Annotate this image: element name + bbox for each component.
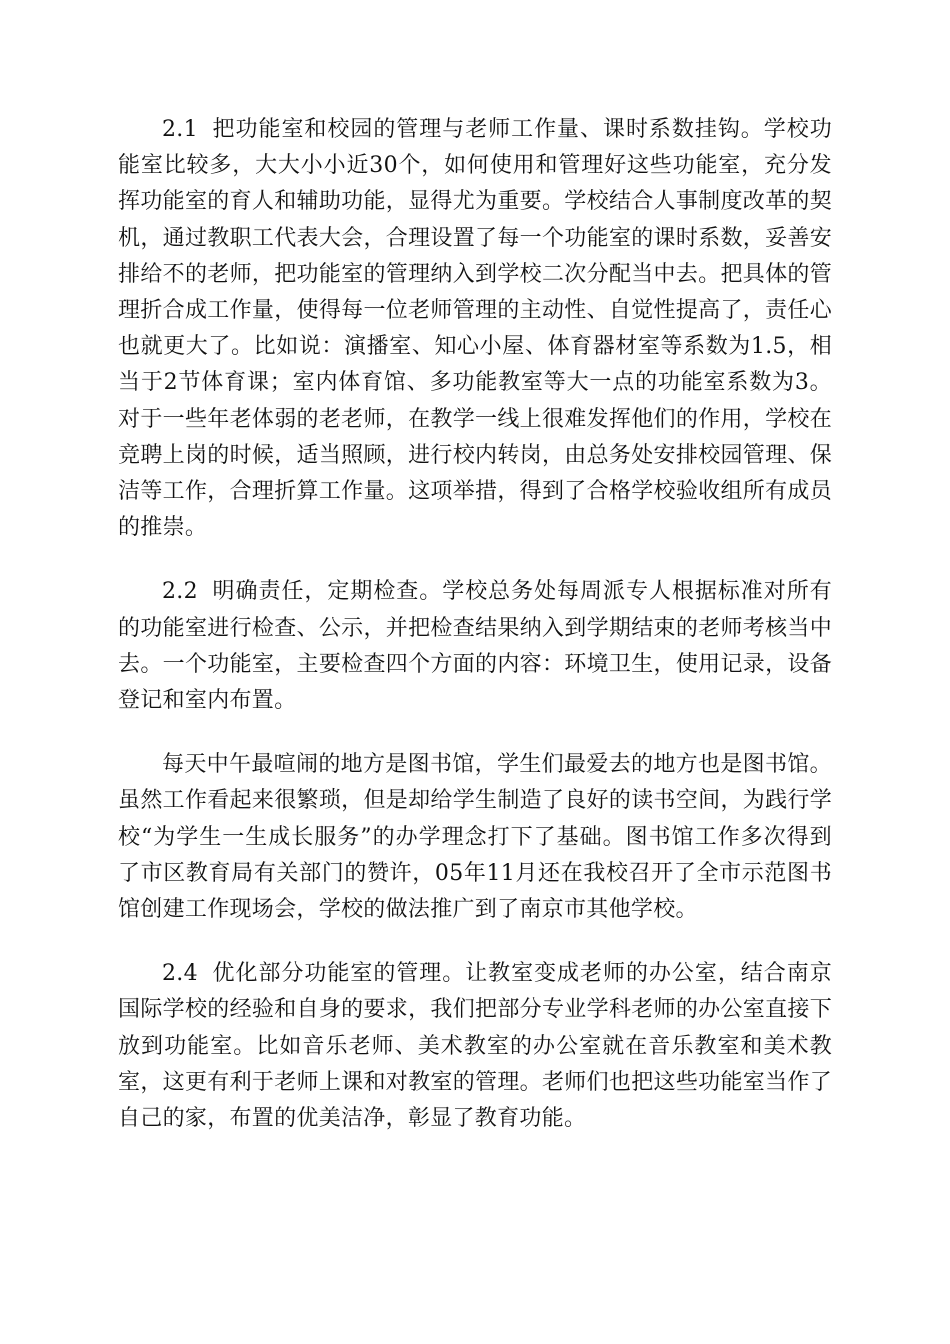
paragraph-text: 优化部分功能室的管理。让教室变成老师的办公室，结合南京国际学校的经验和自身的要求，我们把部分专业学科老师的办公室直接下放到功能室。比如音乐老师、美术教室的办公室就在音乐教室和美术教室，这更有利于老师上课和对教室的管理。老师们也把这些功能室当作了自己的家，布置的优美洁净，彰显了教育功能。: [118, 961, 832, 1132]
section-number: 2.1: [162, 117, 198, 142]
paragraph-2-2: [118, 574, 832, 719]
paragraph-text: 明确责任，定期检查。学校总务处每周派专人根据标准对所有的功能室进行检查、公示，并把检查结果纳入到学期结束的老师考核当中去。一个功能室，主要检查四个方面的内容：环境卫生，使用记录，设备登记和室内布置。: [118, 579, 832, 714]
document-body: [118, 112, 832, 1137]
paragraph-text: 把功能室和校园的管理与老师工作量、课时系数挂钩。学校功能室比较多，大大小小近30个，如何使用和管理好这些功能室，充分发挥功能室的育人和辅助功能，显得尤为重要。学校结合人事制度改革的契机，通过教职工代表大会，合理设置了每一个功能室的课时系数，妥善安排给不的老师，把功能室的管理纳入到学校二次分配当中去。把具体的管理折合成工作量，使得每一位老师管理的主动性、自觉性提高了，责任心也就更大了。比如说：演播室、知心小屋、体育器材室等系数为1.5，相当于2节体育课；室内体育馆、多功能教室等大一点的功能室系数为3。对于一些年老体弱的老老师，在教学一线上很难发挥他们的作用，学校在竞聘上岗的时候，适当照顾，进行校内转岗，由总务处安排校园管理、保洁等工作，合理折算工作量。这项举措，得到了合格学校验收组所有成员的推崇。: [118, 117, 832, 541]
paragraph-text: 每天中午最喧闹的地方是图书馆，学生们最爱去的地方也是图书馆。虽然工作看起来很繁琐，但是却给学生制造了良好的读书空间，为践行学校“为学生一生成长服务”的办学理念打下了基础。图书馆工作多次得到了市区教育局有关部门的赞许，05年11月还在我校召开了全市示范图书馆创建工作现场会，学校的做法推广到了南京市其他学校。: [118, 752, 832, 923]
section-number: 2.4: [162, 961, 198, 987]
paragraph-library: [118, 747, 832, 928]
paragraph-2-4: [118, 956, 832, 1137]
section-number: 2.2: [162, 579, 198, 605]
paragraph-2-1: [118, 112, 832, 546]
